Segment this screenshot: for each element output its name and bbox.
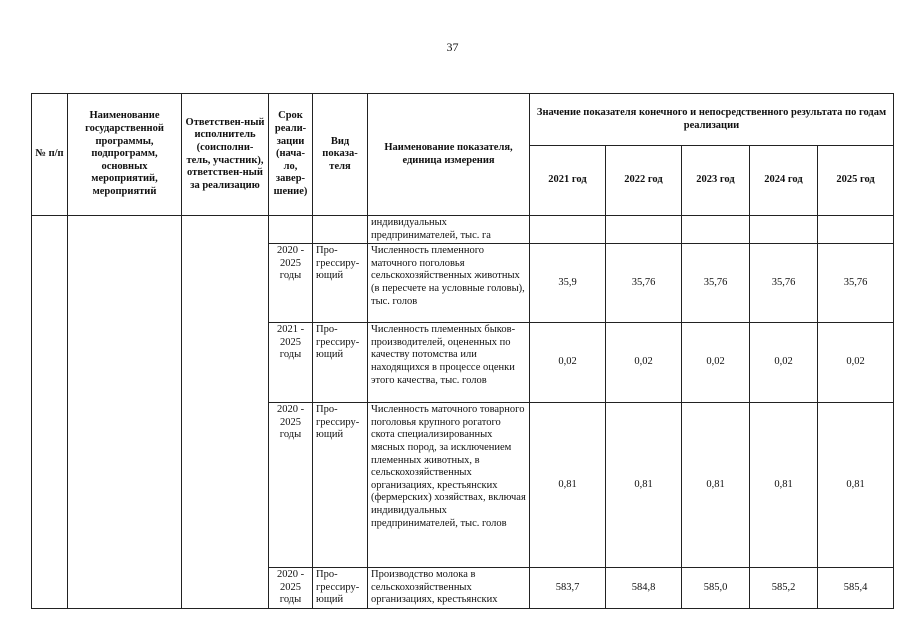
cell-value: 585,2 xyxy=(750,568,818,609)
cell-value: 583,7 xyxy=(530,568,606,609)
cell-kind: Про-грессиру-ющий xyxy=(313,568,368,609)
cell-value: 35,76 xyxy=(818,244,894,323)
cell-executor xyxy=(182,216,269,609)
cell-value: 585,4 xyxy=(818,568,894,609)
table-row xyxy=(32,216,894,244)
cell-value: 35,76 xyxy=(606,244,682,323)
cell-kind: Про-грессиру-ющий xyxy=(313,403,368,568)
header-term: Срок реали-зации (нача-ло, завер-шение) xyxy=(269,94,313,216)
cell-indicator: Численность маточного товарного поголовья крупного рогатого скота специализированных мясных пород, за исключением племенных животных, в сельскохозяйственных организациях, крестьянских (фермерских) хозяйствах, включая индивидуальных предпринимателей, тыс. голов xyxy=(368,403,530,568)
header-indicator: Наименование показателя, единица измерения xyxy=(368,94,530,216)
cell-program xyxy=(68,216,182,609)
cell-value: 35,9 xyxy=(530,244,606,323)
cell-value: 0,81 xyxy=(530,403,606,568)
cell-indicator: Численность племенного маточного поголовья сельскохозяйственных животных (в пересчете на условные головы), тыс. голов xyxy=(368,244,530,323)
header-kind: Вид показа-теля xyxy=(313,94,368,216)
cell-term xyxy=(269,216,313,244)
cell-value: 0,02 xyxy=(530,323,606,403)
cell-value: 0,81 xyxy=(682,403,750,568)
cell-term: 2021 - 2025 годы xyxy=(269,323,313,403)
cell-term: 2020 - 2025 годы xyxy=(269,403,313,568)
cell-value: 0,02 xyxy=(750,323,818,403)
cell-value: 0,81 xyxy=(818,403,894,568)
cell-num xyxy=(32,216,68,609)
header-values-group: Значение показателя конечного и непосредственного результата по годам реализации xyxy=(530,94,894,146)
cell-value xyxy=(818,216,894,244)
header-year: 2024 год xyxy=(750,146,818,216)
cell-value xyxy=(682,216,750,244)
cell-kind: Про-грессиру-ющий xyxy=(313,323,368,403)
cell-indicator: индивидуальных предпринимателей, тыс. га xyxy=(368,216,530,244)
header-year: 2021 год xyxy=(530,146,606,216)
cell-value xyxy=(530,216,606,244)
cell-value: 0,81 xyxy=(606,403,682,568)
cell-value: 0,02 xyxy=(818,323,894,403)
header-executor: Ответствен-ный исполнитель (соисполни-тель, участник), ответствен-ный за реализацию xyxy=(182,94,269,216)
header-program: Наименование государственной программы, подпрограмм, основных мероприятий, мероприятий xyxy=(68,94,182,216)
cell-term: 2020 - 2025 годы xyxy=(269,568,313,609)
header-year: 2022 год xyxy=(606,146,682,216)
header-num: № п/п xyxy=(32,94,68,216)
cell-value xyxy=(750,216,818,244)
cell-kind: Про-грессиру-ющий xyxy=(313,244,368,323)
cell-value: 35,76 xyxy=(750,244,818,323)
cell-value: 35,76 xyxy=(682,244,750,323)
cell-value: 0,02 xyxy=(682,323,750,403)
cell-value: 584,8 xyxy=(606,568,682,609)
cell-kind xyxy=(313,216,368,244)
header-year: 2023 год xyxy=(682,146,750,216)
cell-indicator: Производство молока в сельскохозяйственных организациях, крестьянских xyxy=(368,568,530,609)
cell-indicator: Численность племенных быков-производителей, оцененных по качеству потомства или находящихся в процессе оценки этого качества, тыс. голов xyxy=(368,323,530,403)
cell-value: 0,02 xyxy=(606,323,682,403)
cell-value: 585,0 xyxy=(682,568,750,609)
cell-value: 0,81 xyxy=(750,403,818,568)
page-number: 37 xyxy=(446,40,459,54)
indicator-table xyxy=(31,93,894,609)
cell-term: 2020 - 2025 годы xyxy=(269,244,313,323)
cell-value xyxy=(606,216,682,244)
header-year: 2025 год xyxy=(818,146,894,216)
